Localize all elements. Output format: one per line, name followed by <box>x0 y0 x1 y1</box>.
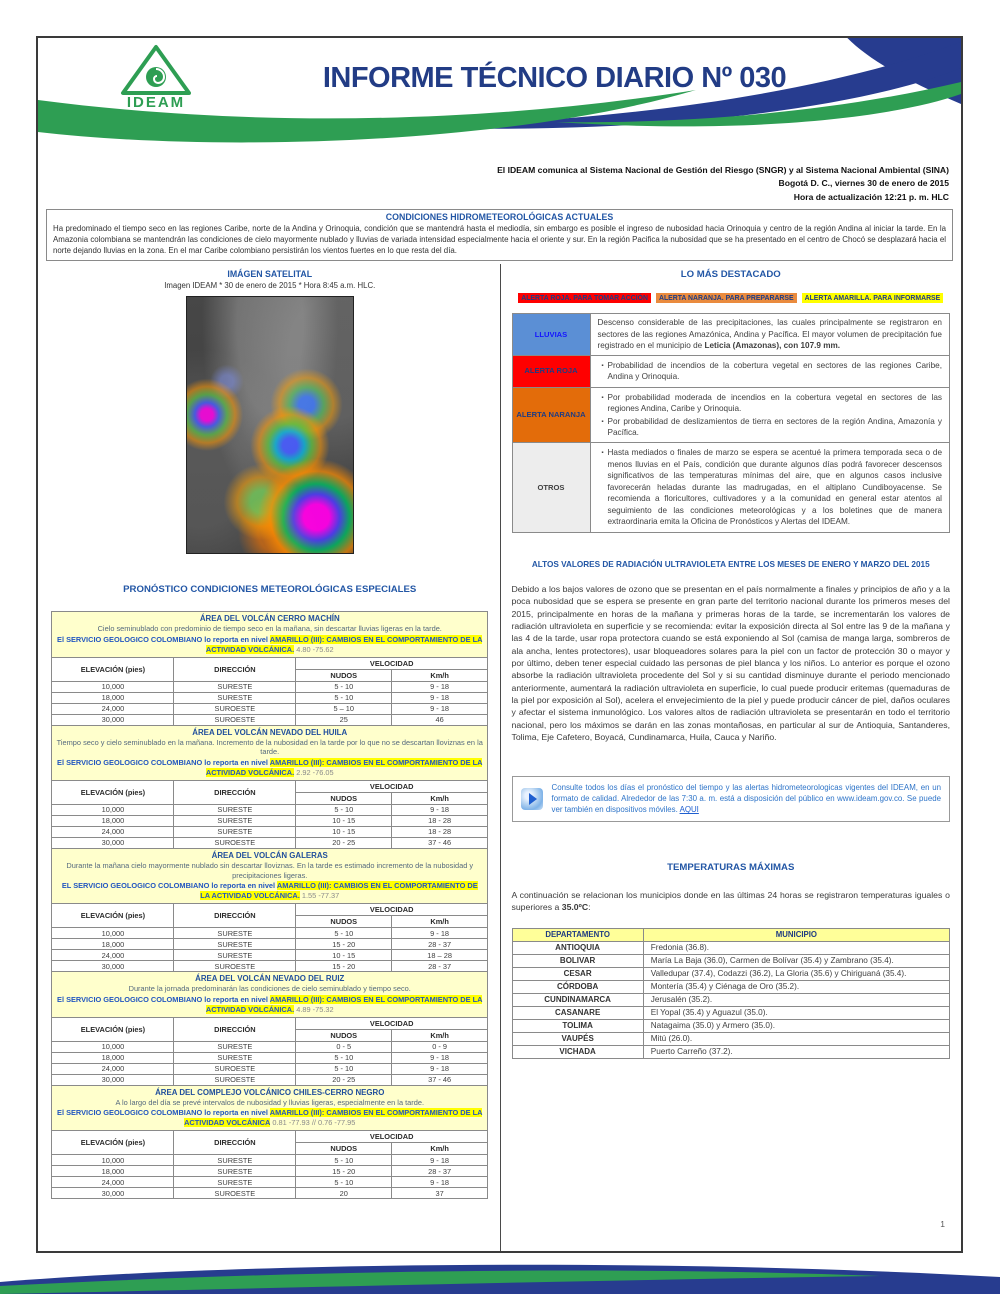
wind-cell: 0 - 5 <box>296 1041 392 1052</box>
wind-cell: 37 - 46 <box>392 837 488 848</box>
volcano-header <box>52 612 488 658</box>
satellite-image <box>186 296 354 554</box>
col-header-knots: NUDOS <box>296 1029 392 1041</box>
volcano-header <box>52 972 488 1018</box>
wind-cell: 24,000 <box>52 826 174 837</box>
col-header-elevation: ELEVACIÓN (pies) <box>52 657 174 681</box>
wind-row <box>52 815 488 826</box>
volcano-description: Durante la jornada predominarán las condiciones de cielo seminublado y tiempo seco. <box>128 984 411 994</box>
conditions-box <box>46 209 953 261</box>
col-header-direction: DIRECCIÓN <box>174 904 296 928</box>
highlight-row <box>512 355 950 387</box>
wind-cell: 28 - 37 <box>392 1166 488 1177</box>
wind-cell: 30,000 <box>52 837 174 848</box>
volcano-section <box>52 972 488 1086</box>
wind-cell: 10,000 <box>52 928 174 939</box>
wind-cell: 10,000 <box>52 681 174 692</box>
highlight-label: ALERTA ROJA <box>512 355 590 387</box>
volcano-name: ÁREA DEL VOLCÁN CERRO MACHÍN <box>199 614 340 624</box>
wind-row <box>52 950 488 961</box>
col-header-elevation: ELEVACIÓN (pies) <box>52 904 174 928</box>
bullet-icon: ▪ <box>601 362 604 369</box>
highlight-row <box>512 443 950 532</box>
temperatures-intro-threshold: 35.0ºC <box>561 902 589 913</box>
note-text-body: Consulte todos los días el pronóstico del tiempo y las alertas hidrometeorologicas vigentes del IDEAM, en un formato de calidad. Alrededor de las 7:30 a. m. está a disposición del público en www.ideam.gov.co. Se puede ver también en dispositivos móviles. <box>551 783 941 815</box>
highlight-bullet: ▪ Por probabilidad de deslizamientos de tierra en sectores de la región Andina, Amazonía y Pacífica. <box>598 416 943 439</box>
wind-cell: 30,000 <box>52 714 174 725</box>
wind-cell: SUROESTE <box>174 961 296 972</box>
wind-cell: SURESTE <box>174 815 296 826</box>
wind-cell: 10 - 15 <box>296 950 392 961</box>
wind-cell: 5 – 10 <box>296 703 392 714</box>
highlight-label: LLUVIAS <box>512 314 590 355</box>
wind-cell: 10,000 <box>52 1155 174 1166</box>
col-header-elevation: ELEVACIÓN (pies) <box>52 780 174 804</box>
bullet-icon: ▪ <box>601 418 604 425</box>
uv-body: Debido a los bajos valores de ozono que se presentan en el país normalmente a finales y principios de año y a la poca nubosidad que se espera se presente en gran parte del territorio nacional durante los primeros meses del 2015, principalmente en horas de la mañana y primeras horas de la tarde, se incrementarán los valores de radiación ultravioleta en superficie y se recomienda: evitar la exposición directa al Sol entre las 9 de la mañana y las 4 de la tarde, usar ropa protectora cuando se está exponiendo al Sol (camisa de manga larga, sombreros de ala ancha, lentes protectores), usar bloqueadores solares para la piel con un factor de protección 30 o mayor y por último, deben tener especial cuidado las personas de piel blanca y los niños. Lo anterior es porque el ozono absorbe la radiación ultravioleta procedente del Sol y si su cantidad disminuye durante el periodo mencionado anteriormente, aumentará la radiación ultravioleta en superficie, lo cual puede producir eritemas (quemaduras de la piel por exposición al Sol), acelera el envejecimiento de la piel y puede producir cáncer de piel, daños oculares y afectar el sistema inmunológico. Los valores altos de radiación ultravioleta se presentarán en todo el territorio nacional, pero los máximos se darán en las zonas montañosas, en particular al sur de Antioquia, Santanderes, Tolima, Eje Cafetero, Boyacá, Cundinamarca, Huila, Cauca y Nariño. <box>511 583 950 742</box>
temperature-row <box>512 941 950 954</box>
departamento-cell: VAUPÉS <box>512 1032 643 1045</box>
bullet-icon: ▪ <box>601 450 604 457</box>
highlight-content <box>590 355 950 387</box>
wind-row <box>52 837 488 848</box>
wind-cell: 5 - 10 <box>296 1052 392 1063</box>
wind-row <box>52 681 488 692</box>
temps-header-municipio: MUNICIPIO <box>643 928 949 941</box>
intro-line-3: Hora de actualización 12:21 p. m. HLC <box>793 191 949 202</box>
volcano-name: ÁREA DEL VOLCÁN NEVADO DEL RUIZ <box>195 974 345 984</box>
page-number: 1 <box>940 1219 945 1229</box>
wind-cell: 10,000 <box>52 804 174 815</box>
wind-cell: SUROESTE <box>174 1188 296 1199</box>
wind-cell: 18,000 <box>52 692 174 703</box>
volcano-name: ÁREA DEL VOLCÁN GALERAS <box>211 850 328 860</box>
wind-row <box>52 939 488 950</box>
volcano-header <box>52 1085 488 1131</box>
temperatures-table <box>512 928 951 1059</box>
page-frame <box>36 36 963 1253</box>
departamento-cell: ANTIOQUIA <box>512 941 643 954</box>
intro-line-2: Bogotá D. C., viernes 30 de enero de 2015 <box>778 178 949 189</box>
volcano-description: Cielo seminublado con predominio de tiempo seco en la mañana, sin descartar lluvias ligeras en la tarde. <box>97 624 442 634</box>
temperatures-intro-suffix: : <box>588 902 591 913</box>
wind-cell: 0 - 9 <box>392 1041 488 1052</box>
wind-cell: 24,000 <box>52 950 174 961</box>
wind-cell: 10 - 15 <box>296 815 392 826</box>
col-header-kmh: Km/h <box>392 1029 488 1041</box>
highlights-title: LO MÁS DESTACADO <box>680 269 781 281</box>
wind-row <box>52 928 488 939</box>
wind-cell: 18 - 28 <box>392 815 488 826</box>
municipio-cell: Puerto Carreño (37.2). <box>643 1045 949 1058</box>
volcano-section <box>52 612 488 726</box>
col-header-speed: VELOCIDAD <box>296 904 488 916</box>
intro-line-1: El IDEAM comunica al Sistema Nacional de Gestión del Riesgo (SNGR) y al Sistema Nacional Ambiental (SINA) <box>497 165 949 175</box>
volcano-name: ÁREA DEL COMPLEJO VOLCÁNICO CHILES-CERRO NEGRO <box>155 1087 385 1097</box>
volcano-header <box>52 725 488 780</box>
wind-cell: 28 - 37 <box>392 939 488 950</box>
wind-cell: 28 - 37 <box>392 961 488 972</box>
conditions-body: Ha predominado el tiempo seco en las regiones Caribe, norte de la Andina y Orinoquia, condición que se mantendrá hasta el mediodía, sin embargo es posible el ingreso de nubosidad hacia Orinoquia y centro de la región Andina al iniciar la tarde. En la Amazonia colombiana se mantendrán las condiciones de cielo mayormente nublado y lluvias de variada intensidad especialmente hacia el oriente y sur. En la región Pacifica la nubosidad que se ha presentado en el centro de Chocó se desplazará hacia el norte dejando lluvias en la zona. En el mar Caribe colombiano persistirán los vientos fuertes en lo que resta del día. <box>53 223 946 256</box>
alert-legend <box>512 293 951 303</box>
temperature-row <box>512 1032 950 1045</box>
col-header-knots: NUDOS <box>296 916 392 928</box>
temperature-row <box>512 1006 950 1019</box>
forecast-title: PRONÓSTICO CONDICIONES METEOROLÓGICAS ESPECIALES <box>123 584 417 596</box>
wind-cell: 15 - 20 <box>296 961 392 972</box>
volcano-section <box>52 1085 488 1199</box>
wind-cell: 24,000 <box>52 1063 174 1074</box>
volcano-section <box>52 725 488 848</box>
wind-cell: 18 – 28 <box>392 950 488 961</box>
volcano-sgc-report: EL SERVICIO GEOLOGICO COLOMBIANO lo reporta en nivel AMARILLO (III): CAMBIOS EN EL COMPORTAMIENTO DE LA ACTIVIDAD VOLCÁNICA. 1.55 -77.37 <box>61 881 478 901</box>
highlight-bullet: ▪ Por probabilidad moderada de incendios en la cobertura vegetal en sectores de las regiones Andina, Caribe y Orinoquia. <box>598 392 943 415</box>
municipio-cell: María La Baja (36.0), Carmen de Bolívar (35.4) y Zambrano (35.4). <box>643 954 949 967</box>
col-header-kmh: Km/h <box>392 916 488 928</box>
volcano-section <box>52 848 488 971</box>
municipio-cell: Jerusalén (35.2). <box>643 993 949 1006</box>
wind-cell: 30,000 <box>52 1074 174 1085</box>
wind-cell: 18,000 <box>52 815 174 826</box>
temperature-row <box>512 1019 950 1032</box>
wind-cell: 9 - 18 <box>392 804 488 815</box>
municipio-cell: Valledupar (37.4), Codazzi (36.2), La Gloria (35.6) y Chiriguaná (35.4). <box>643 967 949 980</box>
wind-row <box>52 1063 488 1074</box>
wind-row <box>52 1166 488 1177</box>
departamento-cell: TOLIMA <box>512 1019 643 1032</box>
wind-row <box>52 804 488 815</box>
col-header-knots: NUDOS <box>296 1143 392 1155</box>
wind-cell: 9 - 18 <box>392 928 488 939</box>
highlight-content: Descenso considerable de las precipitaciones, las cuales principalmente se registraron en sectores de las regiones Amazónica, Andina y Pacífica. El mayor volumen de precipitación fue registrado en el municipio de Leticia (Amazonas), con 107.9 mm. <box>590 314 950 355</box>
wind-row <box>52 826 488 837</box>
col-header-speed: VELOCIDAD <box>296 1131 488 1143</box>
wind-cell: 5 - 10 <box>296 1177 392 1188</box>
col-header-knots: NUDOS <box>296 792 392 804</box>
wind-row <box>52 1052 488 1063</box>
volcano-forecast-table <box>51 611 488 1199</box>
wind-cell: 5 - 10 <box>296 1155 392 1166</box>
col-header-speed: VELOCIDAD <box>296 657 488 669</box>
highlight-row <box>512 387 950 443</box>
temperature-row <box>512 954 950 967</box>
col-header-elevation: ELEVACIÓN (pies) <box>52 1017 174 1041</box>
municipio-cell: Fredonia (36.8). <box>643 941 949 954</box>
col-header-kmh: Km/h <box>392 1143 488 1155</box>
satellite-caption: Imagen IDEAM * 30 de enero de 2015 * Hora 8:45 a.m. HLC. <box>164 281 376 291</box>
wind-cell: SURESTE <box>174 1166 296 1177</box>
departamento-cell: CÓRDOBA <box>512 980 643 993</box>
wind-row <box>52 1188 488 1199</box>
note-link-aqui[interactable]: AQUI <box>679 805 699 815</box>
temps-header-departamento: DEPARTAMENTO <box>512 928 643 941</box>
uv-title: ALTOS VALORES DE RADIACIÓN ULTRAVIOLETA ENTRE LOS MESES DE ENERO Y MARZO DEL 2015 <box>531 559 930 569</box>
highlight-bullet: ▪ Probabilidad de incendios de la cobertura vegetal en sectores de las regiones Caribe, Andina y Orinoquia. <box>598 360 943 383</box>
temperatures-title: TEMPERATURAS MÁXIMAS <box>667 861 795 873</box>
wind-row <box>52 1177 488 1188</box>
wind-cell: SURESTE <box>174 928 296 939</box>
wind-cell: SURESTE <box>174 804 296 815</box>
temperature-row <box>512 967 950 980</box>
volcano-sgc-report: El SERVICIO GEOLOGICO COLOMBIANO lo reporta en nivel AMARILLO (III): CAMBIOS EN EL COMPORTAMIENTO DE LA ACTIVIDAD VOLCÁNICA. 4.80 -75.62 <box>57 634 483 654</box>
wind-cell: 9 - 18 <box>392 692 488 703</box>
municipio-cell: Mitú (26.0). <box>643 1032 949 1045</box>
volcano-description: Durante la mañana cielo mayormente nublado sin descartar lloviznas. En la tarde es estimado incremento de la nubosidad y precipitaciones ligeras. <box>66 860 474 880</box>
report-title: INFORME TÉCNICO DIARIO Nº 030 <box>322 62 787 94</box>
col-header-direction: DIRECCIÓN <box>174 1017 296 1041</box>
footer-swoosh-graphic <box>0 1257 1000 1294</box>
left-column <box>38 264 500 1253</box>
wind-cell: SURESTE <box>174 1052 296 1063</box>
wind-cell: 30,000 <box>52 1188 174 1199</box>
satellite-title: IMÁGEN SATELITAL <box>227 269 313 280</box>
wind-cell: 9 - 18 <box>392 681 488 692</box>
temperatures-intro-text: A continuación se relacionan los municipios donde en las últimas 24 horas se registraron temperaturas iguales o superiores a <box>511 889 950 913</box>
col-header-direction: DIRECCIÓN <box>174 1131 296 1155</box>
volcano-description: A lo largo del día se prevé intervalos de nubosidad y lluvias ligeras, especialmente en la tarde. <box>115 1097 425 1107</box>
highlight-row <box>512 314 950 355</box>
wind-cell: 20 - 25 <box>296 1074 392 1085</box>
wind-cell: SURESTE <box>174 826 296 837</box>
wind-cell: 20 - 25 <box>296 837 392 848</box>
wind-cell: 10,000 <box>52 1041 174 1052</box>
wind-cell: 15 - 20 <box>296 939 392 950</box>
wind-cell: 46 <box>392 714 488 725</box>
temperature-row <box>512 993 950 1006</box>
col-header-direction: DIRECCIÓN <box>174 657 296 681</box>
wind-cell: 9 - 18 <box>392 1052 488 1063</box>
municipio-cell: El Yopal (35.4) y Aguazul (35.0). <box>643 1006 949 1019</box>
play-media-icon <box>521 788 543 810</box>
wind-cell: 5 - 10 <box>296 681 392 692</box>
wind-cell: SURESTE <box>174 1041 296 1052</box>
alert-legend-badge-0: ALERTA ROJA. PARA TOMAR ACCIÓN <box>518 293 651 303</box>
departamento-cell: VICHADA <box>512 1045 643 1058</box>
wind-cell: 9 - 18 <box>392 1063 488 1074</box>
highlight-content <box>590 443 950 532</box>
wind-cell: SUROESTE <box>174 703 296 714</box>
highlight-bullet: ▪ Hasta mediados o finales de marzo se espera se acentué la primera temporada seca o de menos lluvias en el País, condición que durante algunos días podrá favorecer descensos significativos de las temperaturas mínimas del aire, que en algunos casos inclusive favorecerán heladas durante las madrugadas, en el altiplano Cundiboyacense. Se recomienda a floricultores, cultivadores y a la comunidad en general estar atentos al seguimiento de las condiciones meteorológicas y a los boletines que de manera extraordinaria emita la Oficina de Pronósticos y Alertas del IDEAM. <box>598 447 943 527</box>
report-header <box>38 38 961 156</box>
wind-cell: 18,000 <box>52 939 174 950</box>
alert-legend-badge-1: ALERTA NARANJA. PARA PREPARARSE <box>656 293 797 303</box>
col-header-direction: DIRECCIÓN <box>174 780 296 804</box>
wind-row <box>52 961 488 972</box>
wind-cell: 30,000 <box>52 961 174 972</box>
departamento-cell: CESAR <box>512 967 643 980</box>
temperature-row <box>512 980 950 993</box>
note-text <box>552 782 942 815</box>
right-column <box>500 264 962 1253</box>
volcano-header <box>52 848 488 903</box>
highlight-content <box>590 387 950 443</box>
conditions-title: CONDICIONES HIDROMETEOROLÓGICAS ACTUALES <box>385 211 614 222</box>
wind-cell: 18,000 <box>52 1052 174 1063</box>
highlight-label: OTROS <box>512 443 590 532</box>
wind-cell: SURESTE <box>174 939 296 950</box>
wind-cell: 9 - 18 <box>392 1155 488 1166</box>
wind-cell: 24,000 <box>52 1177 174 1188</box>
col-header-kmh: Km/h <box>392 669 488 681</box>
wind-cell: 10 - 15 <box>296 826 392 837</box>
report-intro <box>38 156 961 204</box>
departamento-cell: CASANARE <box>512 1006 643 1019</box>
col-header-kmh: Km/h <box>392 792 488 804</box>
wind-cell: 5 - 10 <box>296 692 392 703</box>
ideam-logo <box>106 44 206 111</box>
temperature-row <box>512 1045 950 1058</box>
wind-row <box>52 714 488 725</box>
wind-cell: 5 - 10 <box>296 1063 392 1074</box>
highlight-label: ALERTA NARANJA <box>512 387 590 443</box>
departamento-cell: BOLIVAR <box>512 954 643 967</box>
wind-row <box>52 1074 488 1085</box>
municipio-cell: Natagaima (35.0) y Armero (35.0). <box>643 1019 949 1032</box>
wind-row <box>52 1155 488 1166</box>
wind-cell: SURESTE <box>174 681 296 692</box>
municipio-cell: Montería (35.4) y Ciénaga de Oro (35.2). <box>643 980 949 993</box>
ideam-logo-text: IDEAM <box>126 94 186 111</box>
wind-cell: 15 - 20 <box>296 1166 392 1177</box>
alert-legend-badge-2: ALERTA AMARILLA. PARA INFORMARSE <box>802 293 944 303</box>
wind-cell: 5 - 10 <box>296 928 392 939</box>
wind-cell: SURESTE <box>174 1177 296 1188</box>
highlights-table <box>512 313 951 533</box>
col-header-knots: NUDOS <box>296 669 392 681</box>
wind-cell: SURESTE <box>174 692 296 703</box>
wind-cell: 25 <box>296 714 392 725</box>
wind-cell: SURESTE <box>174 1155 296 1166</box>
bullet-icon: ▪ <box>601 394 604 401</box>
wind-cell: 20 <box>296 1188 392 1199</box>
main-columns <box>38 264 961 1253</box>
wind-row <box>52 1041 488 1052</box>
forecast-note-box <box>512 776 951 821</box>
wind-cell: SUROESTE <box>174 1063 296 1074</box>
wind-cell: 18 - 28 <box>392 826 488 837</box>
col-header-speed: VELOCIDAD <box>296 780 488 792</box>
ideam-logo-icon <box>117 44 195 96</box>
wind-cell: 24,000 <box>52 703 174 714</box>
volcano-description: Tiempo seco y cielo seminublado en la mañana. Incremento de la nubosidad en la tarde por lo que no se descartan lloviznas en la tarde. <box>56 737 483 757</box>
volcano-name: ÁREA DEL VOLCÁN NEVADO DEL HUILA <box>192 727 348 737</box>
departamento-cell: CUNDINAMARCA <box>512 993 643 1006</box>
wind-cell: 9 - 18 <box>392 1177 488 1188</box>
volcano-sgc-report: El SERVICIO GEOLOGICO COLOMBIANO lo reporta en nivel AMARILLO (III): CAMBIOS EN EL COMPORTAMIENTO DE LA ACTIVIDAD VOLCÁNICA. 4.89 -75.32 <box>57 994 483 1014</box>
volcano-sgc-report: El SERVICIO GEOLOGICO COLOMBIANO lo reporta en nivel AMARILLO (III): CAMBIOS EN EL COMPORTAMIENTO DE LA ACTIVIDAD VOLCÁNICA. 2.92 -76.05 <box>57 757 483 777</box>
wind-cell: SUROESTE <box>174 714 296 725</box>
wind-row <box>52 692 488 703</box>
wind-cell: 9 - 18 <box>392 703 488 714</box>
wind-cell: SURESTE <box>174 950 296 961</box>
col-header-elevation: ELEVACIÓN (pies) <box>52 1131 174 1155</box>
wind-cell: SUROESTE <box>174 1074 296 1085</box>
wind-row <box>52 703 488 714</box>
temperatures-intro <box>512 889 951 914</box>
col-header-speed: VELOCIDAD <box>296 1017 488 1029</box>
wind-cell: 5 - 10 <box>296 804 392 815</box>
volcano-sgc-report: El SERVICIO GEOLOGICO COLOMBIANO lo reporta en nivel AMARILLO (III): CAMBIOS EN EL COMPORTAMIENTO DE LA ACTIVIDAD VOLCÁNICA 0.81 -77.93 // 0.76 -77.95 <box>57 1108 483 1128</box>
wind-cell: 37 <box>392 1188 488 1199</box>
wind-cell: 37 - 46 <box>392 1074 488 1085</box>
wind-cell: 18,000 <box>52 1166 174 1177</box>
wind-cell: SUROESTE <box>174 837 296 848</box>
